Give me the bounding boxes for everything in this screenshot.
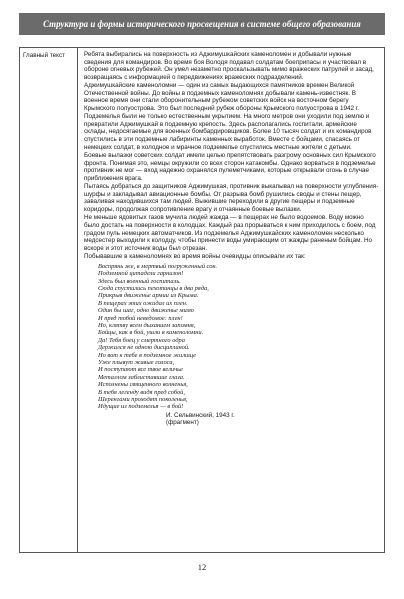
- text-paragraph: Не меньше ядовитых газов мучила людей жажда — в пещерах не было водоемов. Воду можно было достать на поверхности в колодцах. Каждый раз прорываться к ним приходилось с боем, под градом пуль немецких автоматчиков. Из подземелья Аджимушкайских каменоломен несколько медсестер выходили к колодцу, чтобы принести воды умирающим от жажды раненым бойцам. Но вскоре и этот источник воды был отрезан.: [84, 214, 376, 252]
- poem-line: Да! Тебя боец у смертного одра: [98, 336, 185, 344]
- poem-line: В пещерах этих ожидал их плен.: [98, 299, 188, 307]
- attribution-author: И. Сельвинский, 1943 г.: [166, 411, 235, 419]
- poem-line: Но вот к тебе в подземное жилище: [98, 351, 197, 359]
- poem-line: Воспрянь же, в мертвый погруженный сон.: [98, 262, 218, 270]
- text-paragraph: Пытаясь добраться до защитников Аджимушкая, противник выкапывал на поверхности углубления-шурфы и закладывал авиационные бомбы. От разрыва бомб рушились своды и стены пещер, заваливая находившихся там людей. Выжившие переходили в другие пещеры и подземные коридоры, продолжая сопротивление врагу и отчаянные боевые вылазки.: [84, 183, 379, 213]
- poem-line: Идущие из подземелья — в бой!: [98, 403, 184, 411]
- poem-attribution: [166, 412, 379, 427]
- poem-line: Держался не одною дисциплиной.: [98, 344, 190, 352]
- poem-line: Шеренгами проходят поколенья,: [98, 396, 188, 404]
- text-paragraph: Побывавшие в каменоломнях во время войны очевидцы описывали их так:: [84, 253, 306, 261]
- poem-line: Здесь был военный госпиталь.: [98, 277, 181, 285]
- text-paragraph: Ребята выбирались на поверхность из Аджимушкайских каменоломен и добывали нужные сведения для командиров. Во время боя Володя подавал солдатам боеприпасы и участвовал в обороне огневых рубежей. Он умел незаметно проскальзывать мимо вражеских патрулей и засад, возвращаясь с информацией о передвижениях вражеских подразделений.: [84, 51, 374, 81]
- poem-line: Исполнены священного волненья,: [98, 381, 188, 389]
- poem-line: Сюда спустились пехотинцы в два ряда,: [98, 284, 209, 292]
- poem-line: Бойцы, как в бой, ушли в каменоломни.: [98, 329, 204, 337]
- poem-line: Один бы шаг, одно движенье мимо: [98, 307, 194, 315]
- poem-line: Металлом заблиставшие глаза.: [98, 373, 185, 381]
- poem-line: Прикрыв движенье армии из Крыма.: [98, 292, 199, 300]
- poem-line: Уже плывут живые голоса,: [98, 359, 175, 367]
- poem-line: Подземной цитадели гарнизон!: [98, 270, 184, 278]
- poem-line: В тебя легенду видя пред собой,: [98, 388, 185, 396]
- poem-block: [98, 263, 379, 411]
- page-header: [19, 13, 385, 35]
- table-label-cell: Главный текст: [20, 48, 78, 552]
- poem-line: И пред тобой неведомое: плен!: [98, 314, 183, 322]
- poem-line: Но, клятву всем дыханием запомня,: [98, 322, 196, 330]
- text-paragraph: Подземелья были не только естественным укрытием. На много метров они уходили под землю и превратили Аджимушкай в подземную крепость. Здесь располагались госпитали, армейские склады, недосягаемые для военных бомбардировщиков. Более 10 тысяч солдат и их командиров спустились в эти подземные лабиринты каменных выработок. Вместе с бойцами, спасаясь от немецких солдат, в холодное и мрачное подземелье спустились местные жители с детьми.: [84, 113, 372, 151]
- table-text-cell: [78, 48, 384, 552]
- attribution-note: (фрагмент): [166, 419, 199, 427]
- text-paragraph: Боевые вылазки советских солдат имели целью препятствовать разгрому основных сил Крымского фронта. Понимая это, немцы окружили со всех сторон катакомбы. Однако ворваться в подземелье противник не мог — вход надежно охранялся пулеметчиками, которые открывали огонь в случае приближения врага.: [84, 152, 376, 182]
- content-table: [19, 47, 385, 553]
- text-paragraph: Аджимушкайские каменоломни — один из самых выдающихся памятников времен Великой Отечественной войны. До войны в подземных каменоломнях добывали камень-известняк. В военное время они стали оборонительным рубежом советских войск на восточном берегу Крымского полуострова. Это был последний рубеж обороны Крымского полуострова в 1942 г.: [84, 82, 359, 112]
- page-header-title: Структура и формы исторического просвещения в системе общего образования: [43, 19, 361, 29]
- page-number: 12: [197, 562, 207, 572]
- poem-line: И поступают все твое величье: [98, 366, 183, 374]
